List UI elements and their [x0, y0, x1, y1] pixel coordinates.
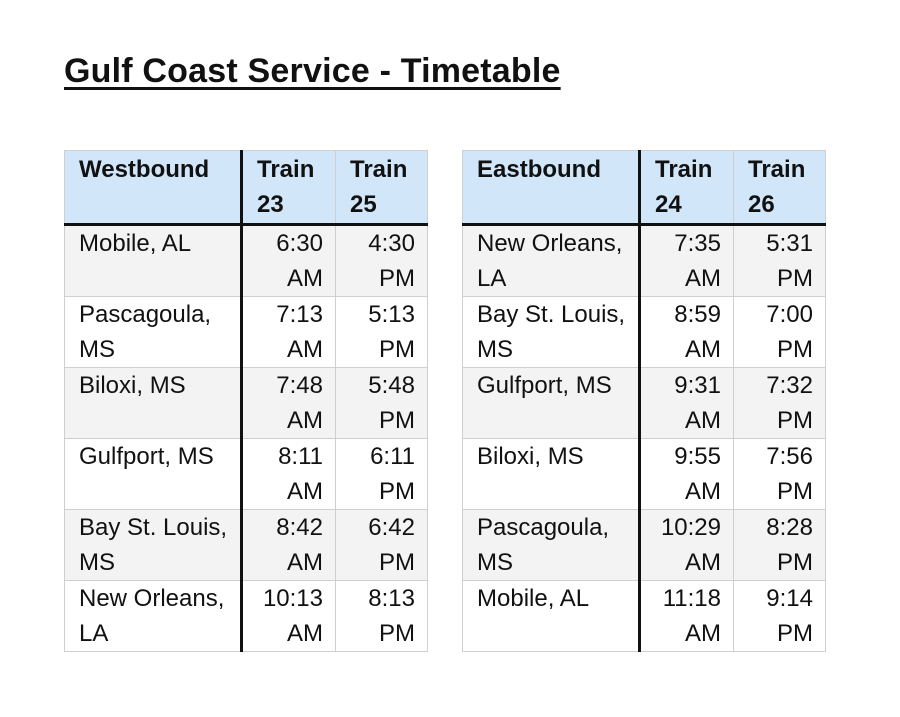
- train-header: Train 24: [640, 151, 734, 225]
- time-cell: 6:42 PM: [336, 510, 428, 581]
- direction-header: Westbound: [65, 151, 242, 225]
- time-cell: 11:18 AM: [640, 581, 734, 652]
- station-cell: Gulfport, MS: [65, 439, 242, 510]
- time-cell: 8:13 PM: [336, 581, 428, 652]
- table-row: [463, 581, 826, 652]
- station-cell: Biloxi, MS: [65, 368, 242, 439]
- table-row: [65, 439, 428, 510]
- table-row: [463, 297, 826, 368]
- table-row: [65, 510, 428, 581]
- time-cell: 9:31 AM: [640, 368, 734, 439]
- table-row: [463, 510, 826, 581]
- time-cell: 10:13 AM: [242, 581, 336, 652]
- table-header-row: [463, 151, 826, 225]
- time-cell: 4:30 PM: [336, 225, 428, 297]
- time-cell: 7:32 PM: [734, 368, 826, 439]
- station-cell: Pascagoula, MS: [65, 297, 242, 368]
- station-cell: New Orleans, LA: [65, 581, 242, 652]
- direction-header: Eastbound: [463, 151, 640, 225]
- page-title: Gulf Coast Service - Timetable: [64, 52, 561, 90]
- time-cell: 7:13 AM: [242, 297, 336, 368]
- table-row: [65, 368, 428, 439]
- train-header: Train 26: [734, 151, 826, 225]
- time-cell: 8:11 AM: [242, 439, 336, 510]
- time-cell: 8:28 PM: [734, 510, 826, 581]
- table-row: [65, 581, 428, 652]
- time-cell: 5:13 PM: [336, 297, 428, 368]
- train-header: Train 23: [242, 151, 336, 225]
- train-header: Train 25: [336, 151, 428, 225]
- eastbound-timetable: [462, 150, 826, 652]
- table-row: [65, 297, 428, 368]
- time-cell: 9:14 PM: [734, 581, 826, 652]
- table-row: [463, 439, 826, 510]
- station-cell: Mobile, AL: [463, 581, 640, 652]
- station-cell: Mobile, AL: [65, 225, 242, 297]
- time-cell: 7:56 PM: [734, 439, 826, 510]
- time-cell: 5:31 PM: [734, 225, 826, 297]
- westbound-timetable: [64, 150, 428, 652]
- station-cell: Gulfport, MS: [463, 368, 640, 439]
- time-cell: 7:48 AM: [242, 368, 336, 439]
- station-cell: Bay St. Louis, MS: [463, 297, 640, 368]
- time-cell: 6:11 PM: [336, 439, 428, 510]
- time-cell: 5:48 PM: [336, 368, 428, 439]
- time-cell: 6:30 AM: [242, 225, 336, 297]
- time-cell: 7:35 AM: [640, 225, 734, 297]
- station-cell: New Orleans, LA: [463, 225, 640, 297]
- time-cell: 10:29 AM: [640, 510, 734, 581]
- table-header-row: [65, 151, 428, 225]
- time-cell: 8:42 AM: [242, 510, 336, 581]
- time-cell: 8:59 AM: [640, 297, 734, 368]
- table-row: [463, 225, 826, 297]
- station-cell: Biloxi, MS: [463, 439, 640, 510]
- time-cell: 9:55 AM: [640, 439, 734, 510]
- table-row: [463, 368, 826, 439]
- station-cell: Pascagoula, MS: [463, 510, 640, 581]
- station-cell: Bay St. Louis, MS: [65, 510, 242, 581]
- time-cell: 7:00 PM: [734, 297, 826, 368]
- table-row: [65, 225, 428, 297]
